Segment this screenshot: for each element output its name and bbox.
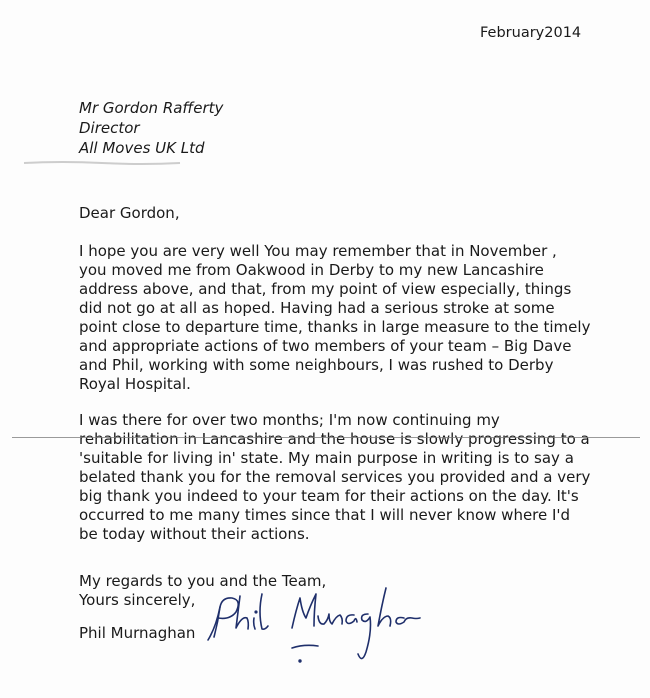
paragraph-line: belated thank you for the removal services you provided and a very	[79, 468, 591, 486]
sender-name: Phil Murnaghan	[79, 624, 196, 642]
paragraph-line: be today without their actions.	[79, 525, 310, 543]
paragraph-line: and Phil, working with some neighbours, I was rushed to Derby	[79, 356, 554, 374]
paragraph-line: Royal Hospital.	[79, 375, 191, 393]
paragraph-line: big thank you indeed to your team for their actions on the day. It's	[79, 487, 579, 505]
scan-artifact-line	[0, 436, 650, 439]
paragraph-line: address above, and that, from my point of view especially, things	[79, 280, 572, 298]
recipient-name: Mr Gordon Rafferty	[79, 99, 224, 117]
salutation: Dear Gordon,	[79, 204, 180, 222]
paragraph-line: I hope you are very well You may remember that in November ,	[79, 242, 557, 260]
paragraph-2	[79, 411, 590, 544]
paragraph-1	[79, 242, 590, 394]
scan-artifact-mark	[22, 160, 182, 166]
paragraph-line: point close to departure time, thanks in large measure to the timely	[79, 318, 591, 336]
letter-date: February2014	[480, 25, 582, 41]
paragraph-line: occurred to me many times since that I will never know where I'd	[79, 506, 571, 524]
paragraph-line: and appropriate actions of two members of your team – Big Dave	[79, 337, 572, 355]
recipient-title: Director	[79, 119, 140, 137]
recipient-block	[79, 98, 223, 158]
paragraph-line: I was there for over two months; I'm now continuing my	[79, 411, 500, 429]
handwritten-signature	[200, 582, 450, 672]
paragraph-line: 'suitable for living in' state. My main purpose in writing is to say a	[79, 449, 574, 467]
closing-sign-off: Yours sincerely,	[79, 591, 196, 609]
paragraph-line: you moved me from Oakwood in Derby to my new Lancashire	[79, 261, 544, 279]
paragraph-line: did not go at all as hoped. Having had a serious stroke at some	[79, 299, 555, 317]
recipient-company: All Moves UK Ltd	[79, 139, 205, 157]
paragraph-line: rehabilitation in Lancashire and the house is slowly progressing to a	[79, 430, 590, 448]
closing-regards: My regards to you and the Team,	[79, 572, 327, 590]
